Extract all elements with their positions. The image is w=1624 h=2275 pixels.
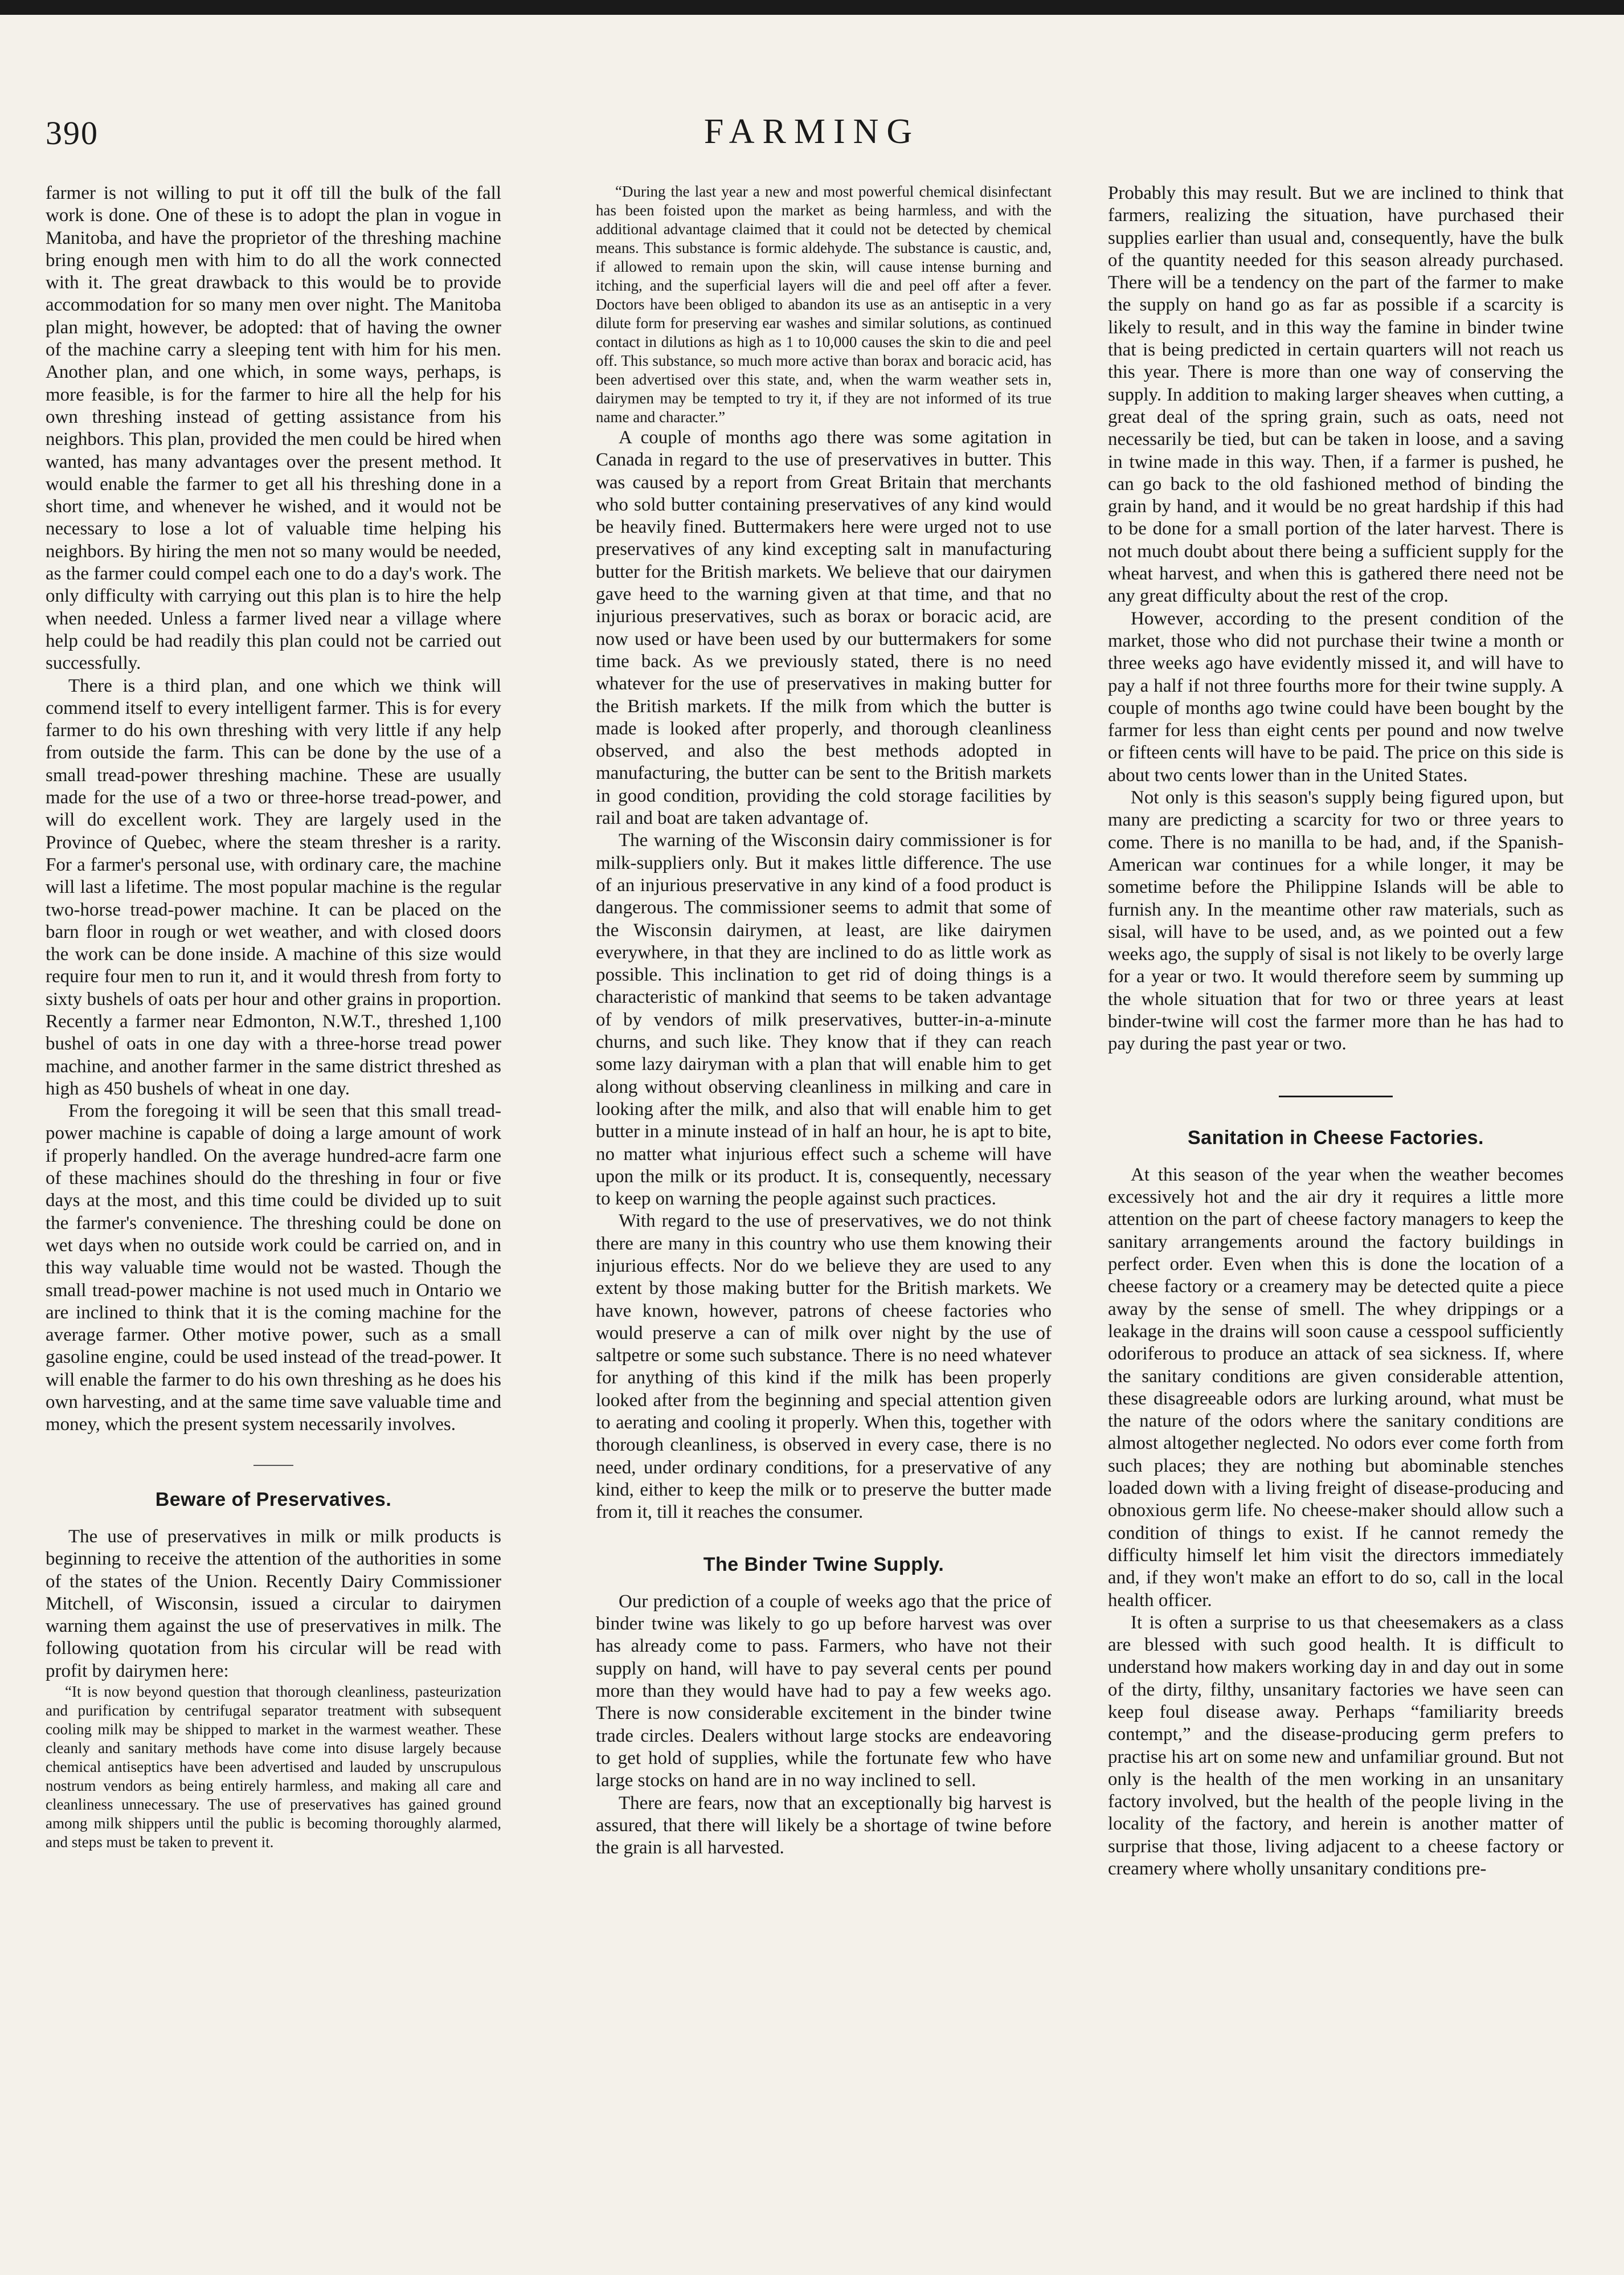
paragraph: The warning of the Wisconsin dairy commissioner is for milk-suppliers only. But it makes little difference. The use of an injurious preservative in any kind of a food product is dangerous. The commissioner seems to admit that some of the Wisconsin dairymen, at least, are like dairymen everywhere, in that they are inclined to do as little work as possible. This inclination to get rid of doing things is a characteristic of mankind that seems to be taken advantage of by vendors of milk preservatives, butter-in-a-minute churns, and such like. They know that if they can reach some lazy dairyman with a plan that will enable him to get along without observing cleanliness in milking and care in looking after the milk, and also that will enable him to get butter in a minute instead of in half an hour, he is apt to bite, no matter what injurious effect such a scheme will have upon the milk or its product. It is, consequently, necessary to keep on warning the people against such practices. bbox=[596, 830, 1052, 1210]
paragraph: With regard to the use of preservatives, we do not think there are many in this country who use them knowing their injurious effects. Nor do we believe they are used to any extent by those making butter for the British markets. We have known, however, patrons of cheese factories who would preserve a can of milk over night by the use of saltpetre or some such substance. There is no need whatever for anything of this kind if the milk has been properly looked after from the beginning and special attention given to aerating and cooling it properly. When this, together with thorough cleanliness, is observed in every case, there is no need, under ordinary conditions, for a preservative of any kind, either to keep the milk or to preserve the butter made from it, till it reaches the consumer. bbox=[596, 1211, 1052, 1523]
section-divider bbox=[1279, 1096, 1393, 1097]
paragraph: From the foregoing it will be seen that this small tread-power machine is capable of doing a large amount of work if properly handled. On the average hundred-acre farm one of these machines should do the threshing in four or five days at the most, and this time could be divided up to suit the farmer's convenience. The threshing could be done on wet days when no outside work could be carried on, and in this way valuable time would not be wasted. Though the small tread-power machine is not used much in Ontario we are inclined to think that it is the coming machine for the average farmer. Other motive power, such as a small gasoline engine, could be used instead of the tread-power. It will enable the farmer to do his own threshing as he does his own harvesting, and at the same time save valuable time and money, which the present system necessarily involves. bbox=[46, 1101, 501, 1435]
section-heading-binder-twine: The Binder Twine Supply. bbox=[703, 1553, 944, 1575]
quotation: “It is now beyond question that thorough cleanliness, pasteurization and purification by centrifugal separator treatment with subsequent cooling milk may be shipped to market in the warmest weather. These cleanly and sanitary methods have come into disuse largely because chemical antiseptics have been advertised and lauded by unscrupulous nostrum vendors as being entirely harmless, and making all care and cleanliness unnecessary. The use of preservatives has gained ground among milk shippers until the public is becoming thoroughly alarmed, and steps must be taken to prevent it. bbox=[46, 1683, 501, 1851]
paragraph: A couple of months ago there was some agitation in Canada in regard to the use of preservatives in butter. This was caused by a report from Great Britain that merchants who sold butter containing preservatives of any kind would be heavily fined. Buttermakers here were urged not to use preservatives of any kind excepting salt in manufacturing butter for the British markets. We believe that our dairymen gave heed to the warning given at that time, and that no injurious preservatives, such as borax or boracic acid, are now used or have been used by our buttermakers for some time back. As we previously stated, there is no need whatever for the use of preservatives in making butter for the British markets. If the milk from which the butter is made is looked after properly, and thorough cleanliness observed, and also the best methods adopted in manufacturing, the butter can be sent to the British markets in good condition, providing the cold storage facilities by rail and boat are taken advantage of. bbox=[596, 427, 1052, 829]
paragraph: There is a third plan, and one which we think will commend itself to every intelligent farmer. This is for every farmer to do his own threshing with very little if any help from outside the farm. This can be done by the use of a small tread-power threshing machine. These are usually made for the use of a two or three-horse tread-power, and will do excellent work. They are largely used in the Province of Quebec, where the steam thresher is a rarity. For a farmer's personal use, with ordinary care, the machine will last a lifetime. The most popular machine is the regular two-horse tread-power machine. It can be placed on the barn floor in rough or wet weather, and with closed doors the work can be done inside. A machine of this size would require four men to run it, and it would thresh from forty to sixty bushels of oats per hour and other grains in proportion. Recently a farmer near Edmonton, N.W.T., threshed 1,100 bushel of oats in one day with a three-horse tread power machine, and another farmer in the same district threshed as high as 450 bushels of wheat in one day. bbox=[46, 675, 501, 1099]
section-divider bbox=[253, 1465, 293, 1466]
section-heading-sanitation: Sanitation in Cheese Factories. bbox=[1188, 1126, 1484, 1149]
paragraph: Our prediction of a couple of weeks ago that the price of binder twine was likely to go up before harvest was over has already come to pass. Farmers, who have not their supply on hand, will have to pay several cents per pound more than they would have had to pay a few weeks ago. There is now considerable excitement in the binder twine trade circles. Dealers without large stocks are endeavoring to get hold of supplies, while the fortunate few who have large stocks on hand are in no way inclined to sell. bbox=[596, 1591, 1052, 1791]
running-head: FARMING bbox=[703, 112, 921, 151]
paragraph: Not only is this season's supply being figured upon, but many are predicting a scarcity for two or three years to come. There is no manilla to be had, and, if the Spanish-American war continues for a while longer, it may be sometime before the Philippine Islands will be able to furnish any. In the meantime other raw materials, such as sisal, will have to be used, and, as we pointed out a few weeks ago, the supply of sisal is not likely to be overly large for a year or two. It would therefore seem by summing up the whole situation that for two or three years at least binder-twine will cost the farmer more than he has had to pay during the past year or two. bbox=[1108, 787, 1564, 1055]
paragraph: farmer is not willing to put it off till the bulk of the fall work is done. One of these is to adopt the plan in vogue in Manitoba, and have the proprietor of the threshing machine bring enough men with him to do all the work connected with it. The great drawback to this would be to provide accommodation for so many men over night. The Manitoba plan might, however, be adopted: that of having the owner of the machine carry a sleeping tent with him for his men. Another plan, and one which, in some ways, perhaps, is more feasible, is for the farmer to hire all the help for his own threshing instead of getting assistance from his neighbors. This plan, provided the men could be hired when wanted, has many advantages over the present method. It would enable the farmer to get all his threshing done in a short time, and whenever he wished, and it would not be necessary to lose a lot of valuable time helping his neighbors. By hiring the men not so many would be needed, as the farmer could compel each one to do a day's work. The only difficulty with carrying out this plan is to hire the help when needed. Unless a farmer lived near a village where help could be had readily this plan could not be carried out successfully. bbox=[46, 183, 501, 674]
quotation: “During the last year a new and most powerful chemical disinfectant has been foisted upon the market as being harmless, and with the additional advantage claimed that it could not be detected by chemical means. This substance is formic aldehyde. The substance is caustic, and, if allowed to remain upon the skin, will cause intense burning and itching, and the superficial layers will die and peel off after a fever. Doctors have been obliged to abandon its use as an antiseptic in a very dilute form for preserving ear washes and similar solutions, as continued contact in dilutions as high as 1 to 10,000 causes the skin to die and peel off. This substance, so much more active than borax and boracic acid, has been advertised over this state, and, when the warm weather sets in, dairymen may be tempted to try it, if they are not informed of its true name and character.” bbox=[596, 183, 1052, 426]
column-3 bbox=[1108, 182, 1564, 2245]
page-number: 390 bbox=[46, 115, 99, 152]
column-1 bbox=[46, 182, 501, 2245]
paragraph: However, according to the present condition of the market, those who did not purchase their twine a month or three weeks ago have evidently missed it, and will have to pay a half if not three fourths more for their twine supply. A couple of months ago twine could have been bought by the farmer for less than eight cents per pound and now twelve or fifteen cents will have to be paid. The price on this side is about two cents lower than in the United States. bbox=[1108, 608, 1564, 786]
paragraph: It is often a surprise to us that cheesemakers as a class are blessed with such good health. It is difficult to understand how makers working day in and day out in some of the dirty, filthy, unsanitary factories we have seen can keep foul disease away. Perhaps “familiarity breeds contempt,” and the disease-producing germ prefers to practise his art on some new and unfamiliar ground. But not only is the health of the men working in an unsanitary factory involved, but the health of the people living in the locality of the factory, and herein is another matter of surprise that those, living adjacent to a cheese factory or creamery where wholly unsanitary conditions pre- bbox=[1108, 1612, 1564, 1880]
column-2 bbox=[596, 182, 1052, 2245]
paragraph: At this season of the year when the weather becomes excessively hot and the air dry it requires a little more attention on the part of cheese factory managers to keep the sanitary arrangements around the factory buildings in perfect order. Even when this is done the location of a cheese factory or a creamery may be detected quite a piece away by the sense of smell. The whey drippings or a leakage in the drains will soon cause a cesspool sufficiently odoriferous to produce an attack of sea sickness. If, where the sanitary conditions are given considerable attention, these disagreeable odors are lurking around, what must be the nature of the odors where the sanitary conditions are almost altogether neglected. No odors ever come forth from such places; they are nothing but abominable stenches loaded down with a living freight of disease-producing and obnoxious germ life. No cheese-maker should allow such a condition of things to exist. If he cannot remedy the difficulty himself let him visit the directors immediately and, if they won't make an effort to do so, call in the local health officer. bbox=[1108, 1164, 1564, 1611]
top-scan-band bbox=[0, 0, 1624, 15]
paragraph: The use of preservatives in milk or milk products is beginning to receive the attention of the authorities in some of the states of the Union. Recently Dairy Commissioner Mitchell, of Wisconsin, issued a circular to dairymen warning them against the use of preservatives in milk. The following quotation from his circular will be read with profit by dairymen here: bbox=[46, 1526, 501, 1681]
paragraph: Probably this may result. But we are inclined to think that farmers, realizing the situation, have purchased their supplies earlier than usual and, consequently, have the bulk of the quantity needed for this season already purchased. There will be a tendency on the part of the farmer to make the supply on hand go as far as possible if a scarcity is likely to result, and in this way the famine in binder twine that is being predicted in certain quarters will not reach us this year. There is more than one way of conserving the supply. In addition to making larger sheaves when cutting, a great deal of the spring grain, such as oats, need not necessarily be tied, but can be taken in loose, and a saving in twine made in this way. Then, if a farmer is pushed, he can go back to the old fashioned method of binding the grain by hand, and it would be no great hardship if this had to be done for a small portion of the later harvest. There is not much doubt about there being a sufficient supply for the wheat harvest, and when this is gathered there need not be any great difficulty about the rest of the crop. bbox=[1108, 183, 1564, 607]
paragraph: There are fears, now that an exceptionally big harvest is assured, that there will likely be a shortage of twine before the grain is all harvested. bbox=[596, 1792, 1052, 1859]
section-heading-preservatives: Beware of Preservatives. bbox=[155, 1488, 392, 1510]
